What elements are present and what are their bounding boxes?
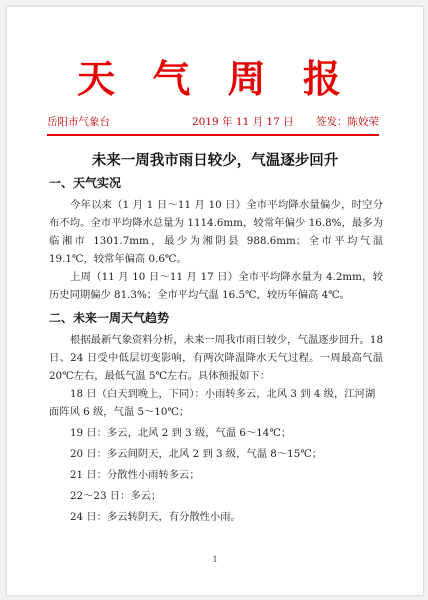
daily-forecast-list bbox=[49, 385, 383, 529]
paragraph-trend-summary: 根据最新气象资料分析，未来一周我市雨日较少，气温逐步回升。18 日、24 日受中低层切变影响，有两次降温降水天气过程。一周最高气温 20℃左右，最低气温 5℃左右。具体预报如下： bbox=[49, 334, 383, 382]
document-page bbox=[6, 6, 424, 596]
paragraph-year-summary: 今年以来（1 月 1 日～11 月 10 日）全市平均降水量偏少，时空分布不均。全市平均降水总量为 1114.6mm，较常年偏少 16.8%，最多为临湘市 1301.7mm，最少为湘阴县 988.6mm；全市平均气温 19.1℃，较常年偏高 0.6℃。 bbox=[49, 199, 383, 265]
forecast-item: 24 日：多云转阴天，有分散性小雨。 bbox=[70, 511, 241, 523]
paragraph-last-week-summary: 上周（11 月 10 日～11 月 17 日）全市平均降水量为 4.2mm，较历史同期偏少 81.3%；全市平均气温 16.5℃，较历年偏高 4℃。 bbox=[49, 271, 383, 301]
issuer-name: 岳阳市气象台 bbox=[47, 116, 110, 128]
report-headline: 未来一周我市雨日较少，气温逐步回升 bbox=[91, 153, 339, 169]
red-divider-line bbox=[47, 134, 379, 136]
page-number: 1 bbox=[212, 555, 218, 564]
forecast-item: 18 日（白天到晚上，下同）：小雨转多云，北风 3 到 4 级，江河湖面阵风 6 级，气温 5～10℃； bbox=[49, 388, 376, 418]
section-title-weekly-trend: 二、未来一周天气趋势 bbox=[49, 311, 170, 325]
forecast-item: 19 日：多云，北风 2 到 3 级，气温 6～14℃； bbox=[70, 427, 292, 439]
signer-name: 签发：陈姣荣 bbox=[316, 116, 379, 128]
issue-date: 2019 年 11 月 17 日 bbox=[192, 116, 294, 128]
forecast-item: 20 日：多云间阴天，北风 2 到 3 级，气温 8～15℃； bbox=[70, 448, 323, 460]
section-title-weather-observed: 一、天气实况 bbox=[49, 176, 122, 190]
masthead-title: 天 气 周 报 bbox=[77, 57, 353, 101]
forecast-item: 22～23 日：多云； bbox=[70, 490, 162, 502]
forecast-item: 21 日：分散性小雨转多云； bbox=[70, 469, 200, 481]
